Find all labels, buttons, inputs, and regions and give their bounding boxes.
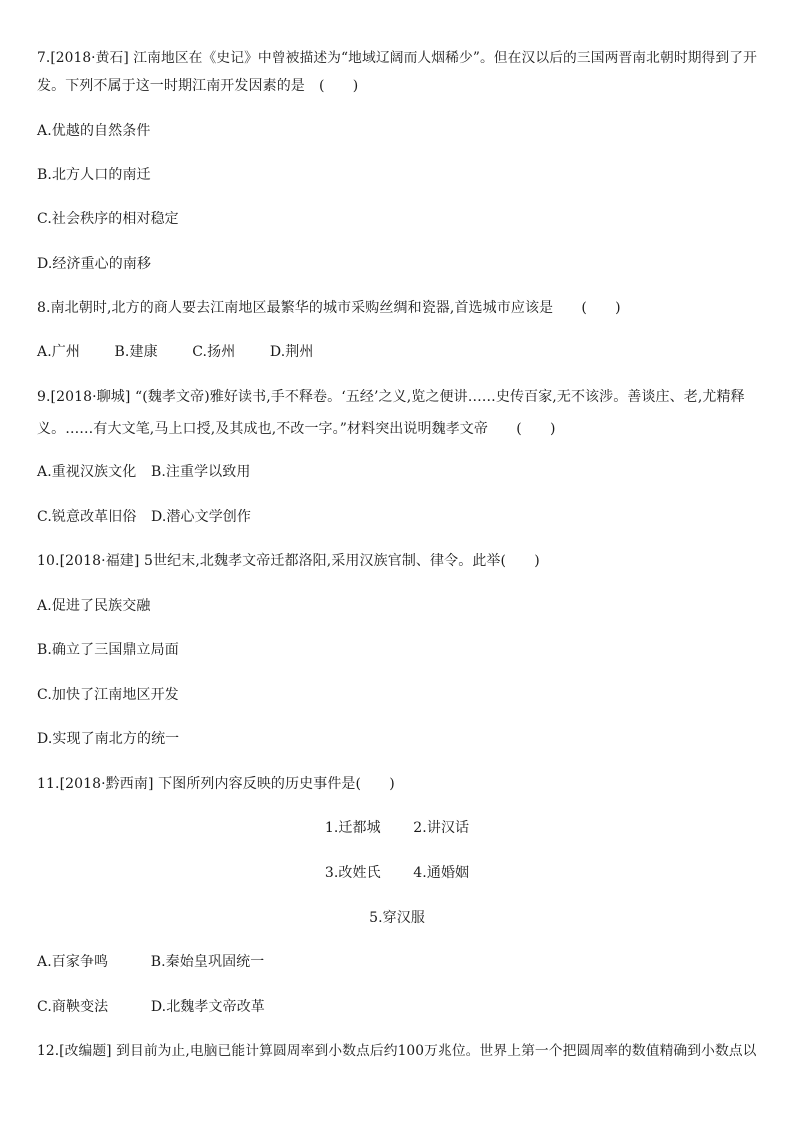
q7-option-c: C.社会秩序的相对稳定 xyxy=(37,211,179,227)
q8-options-row xyxy=(37,342,764,362)
q7-stem-line2: 发。下列不属于这一时期江南开发因素的是 ( ) xyxy=(37,78,359,94)
q9-option-d: D.潜心文学创作 xyxy=(151,509,252,525)
q7-option-d: D.经济重心的南移 xyxy=(37,256,152,272)
q7-stem-line1: 7.[2018·黄石] 江南地区在《史记》中曾被描述为“地域辽阔而人烟稀少”。但在汉以后的三国两晋南北朝时期得到了开 xyxy=(37,50,757,66)
q7-option-a: A.优越的自然条件 xyxy=(37,123,151,139)
q11-figure-row-1 xyxy=(0,818,794,838)
q9-option-a: A.重视汉族文化 xyxy=(37,464,137,480)
q8-option-b: B.建康 xyxy=(114,344,158,360)
q11-figure-item-4: 4.通婚姻 xyxy=(413,865,470,881)
q9-options-row-1 xyxy=(37,462,764,482)
q11-figure-item-5: 5.穿汉服 xyxy=(369,910,425,926)
q11-figure-item-3: 3.改姓氏 xyxy=(324,865,381,881)
q11-figure-item-1: 1.迁都城 xyxy=(324,820,381,836)
q11-figure-item-2: 2.讲汉话 xyxy=(413,820,470,836)
q11-stem: 11.[2018·黔西南] 下图所列内容反映的历史事件是( ) xyxy=(37,776,395,792)
q7-option-b: B.北方人口的南迁 xyxy=(37,167,151,183)
q8-option-a: A.广州 xyxy=(37,344,80,360)
q11-option-d: D.北魏孝文帝改革 xyxy=(150,999,265,1015)
q11-options-row-1 xyxy=(37,952,764,972)
q9-option-c: C.锐意改革旧俗 xyxy=(37,509,137,525)
q10-option-a: A.促进了民族交融 xyxy=(37,598,151,614)
q10-stem: 10.[2018·福建] 5世纪末,北魏孝文帝迁都洛阳,采用汉族官制、律令。此举( ) xyxy=(37,553,540,569)
q12-stem-line1: 12.[改编题] 到目前为止,电脑已能计算圆周率到小数点后约100万兆位。世界上第一个把圆周率的数值精确到小数点以 xyxy=(37,1043,757,1059)
q10-option-b: B.确立了三国鼎立局面 xyxy=(37,642,179,658)
q9-stem-line1: 9.[2018·聊城] “(魏孝文帝)雅好读书,手不释卷。‘五经’之义,览之便讲……史传百家,无不该涉。善谈庄、老,尤精释 xyxy=(37,389,745,405)
q11-option-c: C.商鞅变法 xyxy=(37,999,109,1015)
q8-option-c: C.扬州 xyxy=(192,344,236,360)
q9-options-row-2 xyxy=(37,507,764,527)
q11-option-a: A.百家争鸣 xyxy=(37,954,109,970)
q10-option-c: C.加快了江南地区开发 xyxy=(37,687,179,703)
q10-option-d: D.实现了南北方的统一 xyxy=(37,731,180,747)
q11-option-b: B.秦始皇巩固统一 xyxy=(150,954,265,970)
q8-option-d: D.荆州 xyxy=(269,344,314,360)
q9-option-b: B.注重学以致用 xyxy=(150,464,251,480)
q8-stem: 8.南北朝时,北方的商人要去江南地区最繁华的城市采购丝绸和瓷器,首选城市应该是 ( ) xyxy=(37,300,621,316)
q11-options-row-2 xyxy=(37,997,764,1017)
q9-stem-line2: 义。……有大文笔,马上口授,及其成也,不改一字。”材料突出说明魏孝文帝 ( ) xyxy=(37,421,556,437)
q11-figure-row-2 xyxy=(0,863,794,883)
